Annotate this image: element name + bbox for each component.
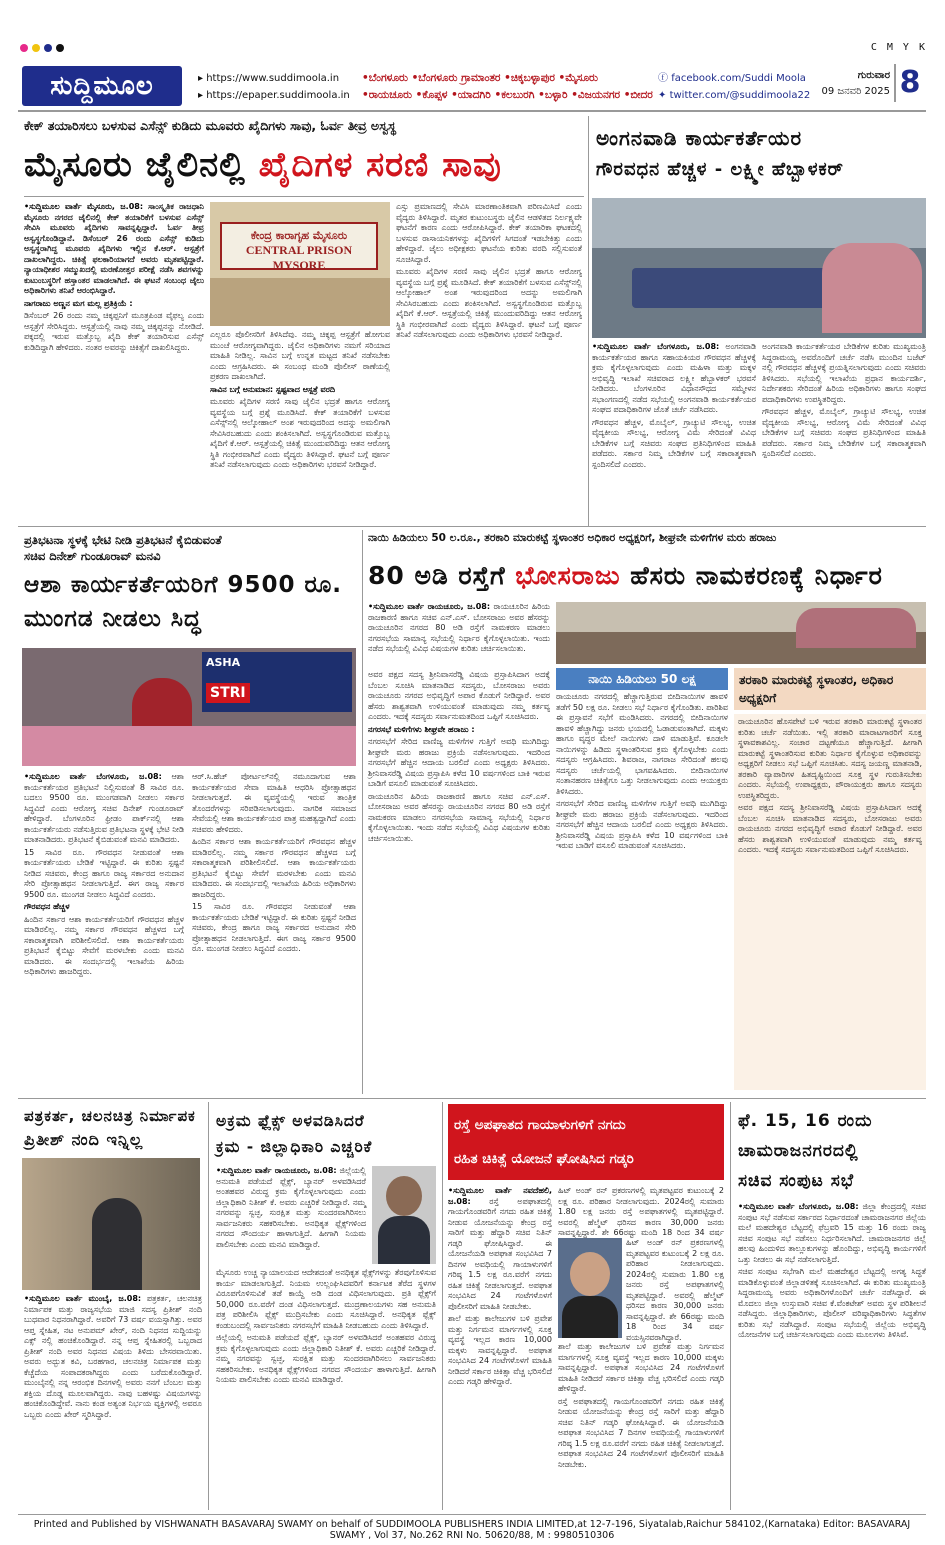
district-collector-photo <box>372 1166 436 1264</box>
story7-headline-line2: ರಹಿತ ಚಿಕಿತ್ಸೆ ಯೋಜನೆ ಘೋಷಿಸಿದ ಗಡ್ಕರಿ <box>454 1151 634 1167</box>
story5-headline[interactable] <box>24 1104 204 1152</box>
story7-headline[interactable] <box>448 1104 724 1180</box>
story1-col2 <box>210 330 390 518</box>
story6-headline[interactable] <box>216 1108 436 1160</box>
story3-body4: ಹಿಂದಿನ ಸರ್ಕಾರ ಆಶಾ ಕಾರ್ಯಕರ್ತೆಯರಿಗೆ ಗೌರವಧನ ಹೆಚ್ಚಳ ಮಾಡಿರಲಿಲ್ಲ. ನಮ್ಮ ಸರ್ಕಾರ ಗೌರವಧನ ಹೆಚ್ಚಳದ ಬಗ್ಗೆ ಸಕಾರಾತ್ಮಕವಾಗಿ ಪರಿಶೀಲಿಸಲಿದೆ. ಆಶಾ ಕಾರ್ಯಕರ್ತೆಯರು ಪ್ರತಿಭಟನೆ ಕೈಬಿಟ್ಟು ಸೇವೆಗೆ ಮರಳಬೇಕು ಎಂದು ಮನವಿ ಮಾಡಿದರು. ಈ ಸಂದರ್ಭದಲ್ಲಿ ಇಲಾಖೆಯ ಹಿರಿಯ ಅಧಿಕಾರಿಗಳು ಹಾಜರಿದ್ದರು. <box>192 837 356 899</box>
story3-body2-cont: 15 ಸಾವಿರ ರೂ. ಗೌರವಧನ ನೀಡುವಂತೆ ಆಶಾ ಕಾರ್ಯಕರ್ತೆಯರು ಬೇಡಿಕೆ ಇಟ್ಟಿದ್ದಾರೆ. ಈ ಕುರಿತು ಸ್ಪಷ್ಟನೆ ನೀಡಿದ ಸಚಿವರು, ಕೇಂದ್ರ ಹಾಗೂ ರಾಜ್ಯ ಸರ್ಕಾರದ ಅನುದಾನ ಸೇರಿ ಪ್ರೋತ್ಸಾಹಧನ ನೀಡಲಾಗುತ್ತಿದೆ. ಈಗ ರಾಜ್ಯ ಸರ್ಕಾರ 9500 ರೂ. ಮುಂಗಡ ನೀಡಲು ಸಿದ್ಧವಿದೆ ಎಂದರು. <box>192 902 356 953</box>
twitter-icon: ✦ <box>658 90 667 101</box>
story3-headline-line1: ಆಶಾ ಕಾರ್ಯಕರ್ತೆಯರಿಗೆ 9500 ರೂ. <box>24 572 343 598</box>
prison-sign-kannada: ಕೇಂದ್ರ ಕಾರಾಗೃಹ ಮೈಸೂರು <box>250 229 348 242</box>
weekday: ಗುರುವಾರ <box>857 70 890 81</box>
column-divider-b3 <box>730 1102 731 1510</box>
story2-col1 <box>592 342 756 520</box>
twitter-link[interactable]: ✦ twitter.com/@suddimoola22 <box>658 90 811 101</box>
stray-dogs-box-head: ನಾಯಿ ಹಿಡಿಯಲು 50 ಲಕ್ಷ <box>556 668 728 690</box>
story4-body1-cont: ರಾಯಚೂರಿನ ಹಿರಿಯ ರಾಜಕಾರಣಿ ಹಾಗೂ ಸಚಿವ ಎನ್.ಎಸ್. ಬೋಸರಾಜು ಅವರ ಹೆಸರನ್ನು ರಾಯಚೂರಿನ ನಗರದ 80 ಅಡಿ ರಸ್ತೆಗೆ ನಾಮಕರಣ ಮಾಡಲು ನಗರಸಭೆಯ ಸಾಮಾನ್ಯ ಸಭೆಯಲ್ಲಿ ನಿರ್ಧಾರ ಕೈಗೊಳ್ಳಲಾಯಿತು. ಇಂದು ನಡೆದ ಸಭೆಯಲ್ಲಿ ವಿವಿಧ ವಿಷಯಗಳ ಕುರಿತು ಚರ್ಚಿಸಲಾಯಿತು. <box>368 791 550 843</box>
date: 09 ಜನವರಿ 2025 <box>821 86 890 97</box>
story6-body1-cont: ಜಿಲ್ಲೆಯಲ್ಲಿ ಅನುಮತಿ ಪಡೆಯದೆ ಫ್ಲೆಕ್ಸ್, ಬ್ಯಾನರ್ ಅಳವಡಿಸಿದರೆ ಅಂತಹವರ ವಿರುದ್ಧ ಕ್ರಮ ಕೈಗೊಳ್ಳಲಾಗುವುದು ಎಂದು ಜಿಲ್ಲಾಧಿಕಾರಿ ನಿತೀಶ್ ಕೆ. ಅವರು ಎಚ್ಚರಿಕೆ ನೀಡಿದ್ದಾರೆ. ನಮ್ಮ ನಗರವನ್ನು ಸ್ವಚ್ಛ, ಸುರಕ್ಷಿತ ಮತ್ತು ಸುಂದರವಾಗಿರಿಸಲು ಸಾರ್ವಜನಿಕರು ಸಹಕರಿಸಬೇಕು. ಅನಧಿಕೃತ ಫ್ಲೆಕ್ಸ್‌ಗಳಿಂದ ನಗರದ ಸೌಂದರ್ಯ ಹಾಳಾಗುತ್ತಿದೆ. ಹೀಗಾಗಿ ನಿಯಮ ಪಾಲಿಸಬೇಕು ಎಂದು ಮನವಿ ಮಾಡಿದ್ದಾರೆ. <box>216 1333 436 1384</box>
story8-headline-line1: ಫೆ. 15, 16 ರಂದು <box>738 1111 873 1131</box>
social-links <box>658 70 810 104</box>
story7-body3-a: ಶಾಲೆ ಮತ್ತು ಕಾಲೇಜುಗಳ ಬಳಿ ಪ್ರವೇಶ ಮತ್ತು ನಿರ್ಗಮನ ಮಾರ್ಗಗಳಲ್ಲಿ ಸೂಕ್ತ ವ್ಯವಸ್ಥೆ ಇಲ್ಲದ ಕಾರಣ 10,000 ಮಕ್ಕಳು ಸಾವನ್ನಪ್ಪಿದ್ದಾರೆ. ಅಪಘಾತ ಸಂಭವಿಸಿದ 24 ಗಂಟೆಗಳೊಳಗೆ ಮಾಹಿತಿ ನೀಡಿದರೆ ಸರ್ಕಾರ ಚಿಕಿತ್ಸಾ ವೆಚ್ಚ ಭರಿಸಲಿದೆ ಎಂದು ಗಡ್ಕರಿ ಹೇಳಿದ್ದಾರೆ. <box>448 1314 552 1386</box>
story2-body2-cont: ಗೌರವಧನ ಹೆಚ್ಚಳ, ಮೊಬೈಲ್, ಗ್ರಾಚ್ಯುಟಿ ಸೌಲಭ್ಯ, ಉಚಿತ ವೈದ್ಯಕೀಯ ಸೌಲಭ್ಯ, ಆರೋಗ್ಯ ವಿಮೆ ಸೇರಿದಂತೆ ವಿವಿಧ ಬೇಡಿಕೆಗಳ ಬಗ್ಗೆ ಸಚಿವರು ಸಂಘದ ಪ್ರತಿನಿಧಿಗಳಿಂದ ಮಾಹಿತಿ ಪಡೆದರು. ಸರ್ಕಾರ ನಿಮ್ಮ ಬೇಡಿಕೆಗಳ ಬಗ್ಗೆ ಸಕಾರಾತ್ಮಕವಾಗಿ ಸ್ಪಂದಿಸಲಿದೆ ಎಂದರು. <box>762 407 926 458</box>
story4-byline: •ಸುದ್ದಿಮೂಲ ವಾರ್ತೆ ರಾಯಚೂರು, ಜ.08: <box>368 602 491 611</box>
council-meeting-photo <box>556 602 926 664</box>
story1-rule <box>24 196 584 197</box>
story3-col1 <box>24 772 184 1092</box>
story4-subhead: ನಗರಸಭೆ ಮಳಿಗೆಗಳು ಶೀಘ್ರವೇ ಹರಾಜು : <box>368 724 475 734</box>
column-divider-b2 <box>442 1102 443 1510</box>
story3-kicker-line2: ಸಚಿವ ದಿನೇಶ್ ಗುಂಡೂರಾವ್ ಮನವಿ <box>24 549 161 563</box>
story6-byline: •ಸುದ್ದಿಮೂಲ ವಾರ್ತೆ ರಾಯಚೂರು, ಜ.08: <box>216 1166 337 1175</box>
story2-body1: ಅಂಗನವಾಡಿ ಕಾರ್ಯಕರ್ತೆಯರ ಹಾಗೂ ಸಹಾಯಕಿಯರ ಗೌರವಧನ ಹೆಚ್ಚಳಕ್ಕೆ ಕ್ರಮ ಕೈಗೊಳ್ಳಲಾಗುವುದು ಎಂದು ಮಹಿಳಾ ಮತ್ತು ಮಕ್ಕಳ ಅಭಿವೃದ್ಧಿ ಇಲಾಖೆ ಸಚಿವರಾದ ಲಕ್ಷ್ಮೀ ಹೆಬ್ಬಾಳಕರ್ ಭರವಸೆ ನೀಡಿದರು. ಬೆಂಗಳೂರಿನ ವಿಧಾನಸೌಧದ ಸಮ್ಮೇಳನ ಸಭಾಂಗಣದಲ್ಲಿ ನಡೆದ ಸಭೆಯಲ್ಲಿ ಅಂಗನವಾಡಿ ಕಾರ್ಯಕರ್ತೆಯರ ಸಂಘದ ಪದಾಧಿಕಾರಿಗಳ ಜೊತೆ ಚರ್ಚೆ ನಡೆಸಿದರು. <box>592 342 756 414</box>
story3-byline: •ಸುದ್ದಿಮೂಲ ವಾರ್ತೆ ಬೆಂಗಳೂರು, ಜ.08: <box>24 772 162 781</box>
story8-body2: ಸಚಿವ ಸಂಪುಟ ಸಭೆಗಾಗಿ ಮಲೆ ಮಹದೇಶ್ವರ ಬೆಟ್ಟದಲ್ಲಿ ಅಗತ್ಯ ಸಿದ್ಧತೆ ಮಾಡಿಕೊಳ್ಳುವಂತೆ ಜಿಲ್ಲಾಡಳಿತಕ್ಕೆ ಸೂಚಿಸಲಾಗಿದೆ. ಈ ಕುರಿತು ಮುಖ್ಯಮಂತ್ರಿ ಸಿದ್ದರಾಮಯ್ಯ ಅವರು ಅಧಿಕಾರಿಗಳೊಂದಿಗೆ ಚರ್ಚೆ ನಡೆಸಿದ್ದಾರೆ. ಈ ಮೊದಲು ಜಿಲ್ಲಾ ಉಸ್ತುವಾರಿ ಸಚಿವ ಕೆ.ವೆಂಕಟೇಶ್ ಅವರು ಸ್ಥಳ ಪರಿಶೀಲನೆ ನಡೆಸಿದ್ದರು. ಜಿಲ್ಲಾಧಿಕಾರಿಗಳು, ಪೊಲೀಸ್ ವರಿಷ್ಠಾಧಿಕಾರಿಗಳು ಸಿದ್ಧತೆಗಳ ಕುರಿತು ಸಭೆ ನಡೆಸಿದ್ದಾರೆ. ಸಂಪುಟ ಸಭೆಯಲ್ಲಿ ಜಿಲ್ಲೆಯ ಅಭಿವೃದ್ಧಿ ಯೋಜನೆಗಳ ಬಗ್ಗೆ ಚರ್ಚಿಸಲಾಗುವುದು ಎಂದು ಮೂಲಗಳು ತಿಳಿಸಿವೆ. <box>738 1267 926 1339</box>
story7-byline: •ಸುದ್ದಿಮೂಲ ವಾರ್ತೆ ನವದೆಹಲಿ, ಜ.08: <box>448 1186 552 1206</box>
prison-sign-english: CENTRAL PRISON MYSORE <box>245 243 353 272</box>
story3-kicker-line1: ಪ್ರತಿಭಟನಾ ಸ್ಥಳಕ್ಕೆ ಭೇಟಿ ನೀಡಿ ಪ್ರತಿಭಟನೆ ಕೈಬಿಡುವಂತೆ <box>24 533 222 547</box>
story1-byline: •ಸುದ್ದಿಮೂಲ ವಾರ್ತೆ ಮೈಸೂರು, ಜ.08: <box>24 202 144 211</box>
meeting-photo <box>592 198 926 338</box>
story8-byline: •ಸುದ್ದಿಮೂಲ ವಾರ್ತೆ ಬೆಂಗಳೂರು, ಜ.08: <box>738 1202 859 1211</box>
story2-headline[interactable] <box>596 122 926 186</box>
face <box>386 1176 422 1216</box>
magenta-dot <box>20 44 28 52</box>
black-dot <box>56 44 64 52</box>
story3-kicker <box>24 532 354 564</box>
story1-col1 <box>24 202 204 518</box>
suit <box>378 1216 430 1264</box>
stray-dogs-box <box>556 692 728 1090</box>
story6-body <box>216 1268 436 1508</box>
story8-body1: ಜಿಲ್ಲಾ ಕೇಂದ್ರದಲ್ಲಿ ಸಚಿವ ಸಂಪುಟ ಸಭೆ ನಡೆಸುವ ಸರ್ಕಾರದ ನಿರ್ಧಾರದಂತೆ ಚಾಮರಾಜನಗರ ಜಿಲ್ಲೆಯ ಮಲೆ ಮಹದೇಶ್ವರ ಬೆಟ್ಟದಲ್ಲಿ ಫೆಬ್ರವರಿ 15 ಮತ್ತು 16 ರಂದು ರಾಜ್ಯ ಸಚಿವ ಸಂಪುಟ ಸಭೆ ನಡೆಸಲು ನಿರ್ಧರಿಸಲಾಗಿದೆ. ಚಾಮರಾಜನಗರ ಜಿಲ್ಲೆ ಹಲವು ಹಿಂದುಳಿದ ತಾಲ್ಲೂಕುಗಳನ್ನು ಹೊಂದಿದ್ದು, ಅಭಿವೃದ್ಧಿ ಕಾರ್ಯಗಳಿಗೆ ಒತ್ತು ನೀಡಲು ಈ ಸಭೆ ನಡೆಸಲಾಗುತ್ತಿದೆ. <box>738 1202 927 1264</box>
story3-headline[interactable] <box>24 568 354 636</box>
story3-headline-line2: ಮುಂಗಡ ನೀಡಲು ಸಿದ್ಧ <box>24 606 202 632</box>
blue-dot <box>44 44 52 52</box>
imprint-footer: Printed and Published by VISHWANATH BASAVARAJ SWAMY on behalf of SUDDIMOOLA PUBLISHERS INDIA LIMITED,at 12-7-196, Siyatalab,Raichur 584102,(Karnataka) Editor: BASAVARAJ SWAMY , Vol 37, No.262 RNI No. 50620/88, M : 9980510306 <box>18 1514 926 1541</box>
story3-body2: 15 ಸಾವಿರ ರೂ. ಗೌರವಧನ ನೀಡುವಂತೆ ಆಶಾ ಕಾರ್ಯಕರ್ತೆಯರು ಬೇಡಿಕೆ ಇಟ್ಟಿದ್ದಾರೆ. ಈ ಕುರಿತು ಸ್ಪಷ್ಟನೆ ನೀಡಿದ ಸಚಿವರು, ಕೇಂದ್ರ ಹಾಗೂ ರಾಜ್ಯ ಸರ್ಕಾರದ ಅನುದಾನ ಸೇರಿ ಪ್ರೋತ್ಸಾಹಧನ ನೀಡಲಾಗುತ್ತಿದೆ. ಈಗ ರಾಜ್ಯ ಸರ್ಕಾರ 9500 ರೂ. ಮುಂಗಡ ನೀಡಲು ಸಿದ್ಧವಿದೆ ಎಂದರು. <box>24 847 184 899</box>
story1-lead: ಸಾಂಸ್ಕೃತಿಕ ರಾಜಧಾನಿ ಮೈಸೂರು ನಗರದ ಜೈಲಿನಲ್ಲಿ ಕೇಕ್ ತಯಾರಿಕೆಗೆ ಬಳಸುವ ಎಸೆನ್ಸ್ ಸೇವಿಸಿ ಮೂವರು ಖೈದಿಗಳು ಸಾವನ್ನಪ್ಪಿದ್ದಾರೆ. ಓರ್ವ ತೀವ್ರ ಅಸ್ವಸ್ಥಗೊಂಡಿದ್ದಾನೆ. ಡಿಸೆಂಬರ್ 26 ರಂದು ಎಸೆನ್ಸ್ ಕುಡಿದು ಅಸ್ವಸ್ಥರಾಗಿದ್ದ ಮೂವರು ಖೈದಿಗಳು ಇಲ್ಲಿನ ಕೆ.ಆರ್. ಆಸ್ಪತ್ರೆಗೆ ದಾಖಲಾಗಿದ್ದರು. ಚಿಕಿತ್ಸೆ ಫಲಕಾರಿಯಾಗದೆ ಅವರು ಮೃತಪಟ್ಟಿದ್ದಾರೆ. ನ್ಯಾಯಾಧೀಶರ ಸಮ್ಮುಖದಲ್ಲಿ ಮರಣೋತ್ತರ ಪರೀಕ್ಷೆ ನಡೆಸಿ ಶವಗಳನ್ನು ಕುಟುಂಬಸ್ಥರಿಗೆ ಹಸ್ತಾಂತರ ಮಾಡಲಾಗಿದೆ. ಈ ಘಟನೆ ಸಂಬಂಧ ಜೈಲು ಅಧಿಕಾರಿಗಳು ತನಿಖೆ ಆರಂಭಿಸಿದ್ದಾರೆ. <box>24 202 205 295</box>
stray-dogs-body-cont: ನಗರಸಭೆಗೆ ಸೇರಿದ ವಾಣಿಜ್ಯ ಮಳಿಗೆಗಳ ಗುತ್ತಿಗೆ ಅವಧಿ ಮುಗಿದಿದ್ದು ಶೀಘ್ರವೇ ಮರು ಹರಾಜು ಪ್ರಕ್ರಿಯೆ ನಡೆಸಲಾಗುವುದು. ಇದರಿಂದ ನಗರಸಭೆಗೆ ಹೆಚ್ಚಿನ ಆದಾಯ ಬರಲಿದೆ ಎಂದು ಅಧ್ಯಕ್ಷರು ತಿಳಿಸಿದರು. ಶ್ರೀನಿವಾಸರೆಡ್ಡಿ ವಿಷಯ ಪ್ರಸ್ತಾಪಿಸಿ ಕಳೆದ 10 ವರ್ಷಗಳಿಂದ ಬಾಕಿ ಇರುವ ಬಾಡಿಗೆ ವಸೂಲಿ ಮಾಡುವಂತೆ ಸೂಚಿಸಿದರು. <box>556 799 728 850</box>
story7-body1: ರಸ್ತೆ ಅಪಘಾತದಲ್ಲಿ ಗಾಯಗೊಂಡವರಿಗೆ ನಗದು ರಹಿತ ಚಿಕಿತ್ಸೆ ನೀಡುವ ಯೋಜನೆಯನ್ನು ಕೇಂದ್ರ ರಸ್ತೆ ಸಾರಿಗೆ ಮತ್ತು ಹೆದ್ದಾರಿ ಸಚಿವ ನಿತಿನ್ ಗಡ್ಕರಿ ಘೋಷಿಸಿದ್ದಾರೆ. ಈ ಯೋಜನೆಯಡಿ ಅಪಘಾತ ಸಂಭವಿಸಿದ 7 ದಿನಗಳ ಅವಧಿಯಲ್ಲಿ ಗಾಯಾಳುಗಳಿಗೆ ಗರಿಷ್ಠ 1.5 ಲಕ್ಷ ರೂ.ವರೆಗೆ ನಗದು ರಹಿತ ಚಿಕಿತ್ಸೆ ನೀಡಲಾಗುತ್ತದೆ. ಅಪಘಾತ ಸಂಭವಿಸಿದ 24 ಗಂಟೆಗಳೊಳಗೆ ಪೊಲೀಸರಿಗೆ ಮಾಹಿತಿ ನೀಡಬೇಕು. <box>448 1196 552 1311</box>
story1-headline-part2: ಖೈದಿಗಳ ಸರಣಿ ಸಾವು <box>258 145 502 185</box>
story6-body1: ಜಿಲ್ಲೆಯಲ್ಲಿ ಅನುಮತಿ ಪಡೆಯದೆ ಫ್ಲೆಕ್ಸ್, ಬ್ಯಾನರ್ ಅಳವಡಿಸಿದರೆ ಅಂತಹವರ ವಿರುದ್ಧ ಕ್ರಮ ಕೈಗೊಳ್ಳಲಾಗುವುದು ಎಂದು ಜಿಲ್ಲಾಧಿಕಾರಿ ನಿತೀಶ್ ಕೆ. ಅವರು ಎಚ್ಚರಿಕೆ ನೀಡಿದ್ದಾರೆ. ನಮ್ಮ ನಗರವನ್ನು ಸ್ವಚ್ಛ, ಸುರಕ್ಷಿತ ಮತ್ತು ಸುಂದರವಾಗಿರಿಸಲು ಸಾರ್ವಜನಿಕರು ಸಹಕರಿಸಬೇಕು. ಅನಧಿಕೃತ ಫ್ಲೆಕ್ಸ್‌ಗಳಿಂದ ನಗರದ ಸೌಂದರ್ಯ ಹಾಳಾಗುತ್ತಿದೆ. ಹೀಗಾಗಿ ನಿಯಮ ಪಾಲಿಸಬೇಕು ಎಂದು ಮನವಿ ಮಾಡಿದ್ದಾರೆ. <box>216 1166 366 1249</box>
story1-body5: ಮೂವರು ಖೈದಿಗಳ ಸರಣಿ ಸಾವು ಜೈಲಿನ ಭದ್ರತೆ ಹಾಗೂ ಆರೋಗ್ಯ ವ್ಯವಸ್ಥೆಯ ಬಗ್ಗೆ ಪ್ರಶ್ನೆ ಮೂಡಿಸಿದೆ. ಕೇಕ್ ತಯಾರಿಕೆಗೆ ಬಳಸುವ ಎಸೆನ್ಸ್‌ನಲ್ಲಿ ಆಲ್ಕೋಹಾಲ್ ಅಂಶ ಇರುವುದರಿಂದ ಅದನ್ನು ಅಮಲಿಗಾಗಿ ಸೇವಿಸಿರಬಹುದು ಎಂದು ಶಂಕಿಸಲಾಗಿದೆ. ಅಸ್ವಸ್ಥಗೊಂಡಿರುವ ಮತ್ತೊಬ್ಬ ಖೈದಿಗೆ ಕೆ.ಆರ್. ಆಸ್ಪತ್ರೆಯಲ್ಲಿ ಚಿಕಿತ್ಸೆ ಮುಂದುವರಿದಿದ್ದು ಆತನ ಆರೋಗ್ಯ ಸ್ಥಿತಿ ಗಂಭೀರವಾಗಿದೆ ಎಂದು ವೈದ್ಯರು ತಿಳಿಸಿದ್ದಾರೆ. ಘಟನೆ ಬಗ್ಗೆ ಪೂರ್ಣ ತನಿಖೆ ನಡೆಸಲಾಗುವುದು ಎಂದು ಅಧಿಕಾರಿಗಳು ಭರವಸೆ ನೀಡಿದ್ದಾರೆ. <box>210 397 390 469</box>
story7-headline-line1: ರಸ್ತೆ ಅಪಘಾತದ ಗಾಯಾಳುಗಳಿಗೆ ನಗದು <box>454 1117 626 1133</box>
yellow-dot <box>32 44 40 52</box>
story3-body4-a: ಹಿಂದಿನ ಸರ್ಕಾರ ಆಶಾ ಕಾರ್ಯಕರ್ತೆಯರಿಗೆ ಗೌರವಧನ ಹೆಚ್ಚಳ ಮಾಡಿರಲಿಲ್ಲ. ನಮ್ಮ ಸರ್ಕಾರ ಗೌರವಧನ ಹೆಚ್ಚಳದ ಬಗ್ಗೆ ಸಕಾರಾತ್ಮಕವಾಗಿ ಪರಿಶೀಲಿಸಲಿದೆ. ಆಶಾ ಕಾರ್ಯಕರ್ತೆಯರು ಪ್ರತಿಭಟನೆ ಕೈಬಿಟ್ಟು ಸೇವೆಗೆ ಮರಳಬೇಕು ಎಂದು ಮನವಿ ಮಾಡಿದರು. ಈ ಸಂದರ್ಭದಲ್ಲಿ ಇಲಾಖೆಯ ಹಿರಿಯ ಅಧಿಕಾರಿಗಳು ಹಾಜರಿದ್ದರು. <box>24 914 184 976</box>
story3-body3: ಆರ್.ಸಿ.ಹೆಚ್ ಪೋರ್ಟಲ್‌ನಲ್ಲಿ ನಮೂದಾಗುವ ಆಶಾ ಕಾರ್ಯಕರ್ತೆಯರ ಸೇವಾ ಮಾಹಿತಿ ಆಧರಿಸಿ ಪ್ರೋತ್ಸಾಹಧನ ನೀಡಲಾಗುತ್ತದೆ. ಈ ವ್ಯವಸ್ಥೆಯಲ್ಲಿ ಇರುವ ತಾಂತ್ರಿಕ ತೊಂದರೆಗಳನ್ನು ಸರಿಪಡಿಸಲಾಗುವುದು. ನಾಗರಿಕ ಸಮಾಜದ ಸೇವೆಯಲ್ಲಿ ಆಶಾ ಕಾರ್ಯಕರ್ತೆಯರ ಪಾತ್ರ ಮಹತ್ವದ್ದಾಗಿದೆ ಎಂದು ಸಚಿವರು ಹೇಳಿದರು. <box>192 772 356 834</box>
story1-subhead1: ನಾಗರಾಜು ಅಣ್ಣನ ಮಗ ಮಲ್ಲ ಪ್ರತಿಕ್ರಿಯೆ : <box>24 298 133 308</box>
story4-headline-part1: 80 ಅಡಿ ರಸ್ತೆಗೆ <box>368 561 516 590</box>
facebook-icon: ⓕ <box>658 73 668 84</box>
story8-headline-line3: ಸಚಿವ ಸಂಪುಟ ಸಭೆ <box>738 1171 855 1191</box>
story7-body2-b: ಹಿಟ್ ಅಂಡ್ ರನ್ ಪ್ರಕರಣಗಳಲ್ಲಿ ಮೃತಪಟ್ಟವರ ಕುಟುಂಬಕ್ಕೆ 2 ಲಕ್ಷ ರೂ. ಪರಿಹಾರ ನೀಡಲಾಗುವುದು. 2024ರಲ್ಲಿ ಸುಮಾರು 1.80 ಲಕ್ಷ ಜನರು ರಸ್ತೆ ಅಪಘಾತಗಳಲ್ಲಿ ಮೃತಪಟ್ಟಿದ್ದಾರೆ. ಅವರಲ್ಲಿ ಹೆಲ್ಮೆಟ್ ಧರಿಸದ ಕಾರಣ 30,000 ಜನರು ಸಾವನ್ನಪ್ಪಿದ್ದಾರೆ. ಶೇ 66ರಷ್ಟು ಮಂದಿ 18 ರಿಂದ 34 ವರ್ಷ ವಯಸ್ಸಿನವರಾಗಿದ್ದಾರೆ. <box>626 1238 724 1342</box>
story6-body2: ಮೈಸೂರು ಉಚ್ಚ ನ್ಯಾಯಾಲಯದ ಆದೇಶದಂತೆ ಅನಧಿಕೃತ ಫ್ಲೆಕ್ಸ್‌ಗಳನ್ನು ತೆರವುಗೊಳಿಸುವ ಕಾರ್ಯ ಮಾಡಲಾಗುತ್ತಿದೆ. ನಿಯಮ ಉಲ್ಲಂಘಿಸಿದವರಿಗೆ ಕರ್ನಾಟಕ ತೆರೆದ ಸ್ಥಳಗಳ ವಿರೂಪಗೊಳಿಸುವಿಕೆ ತಡೆ ಕಾಯ್ದೆ ಅಡಿ ದಂಡ ವಿಧಿಸಲಾಗುವುದು. ಪ್ರತಿ ಫ್ಲೆಕ್ಸ್‌ಗೆ 50,000 ರೂ.ವರೆಗೆ ದಂಡ ವಿಧಿಸಲಾಗುತ್ತದೆ. ಮುದ್ರಣಾಲಯಗಳು ಸಹ ಅನುಮತಿ ಪತ್ರ ಪರಿಶೀಲಿಸಿ ಫ್ಲೆಕ್ಸ್ ಮುದ್ರಿಸಬೇಕು ಎಂದು ಸೂಚಿಸಿದ್ದಾರೆ. ಅನಧಿಕೃತ ಫ್ಲೆಕ್ಸ್ ಕಂಡುಬಂದಲ್ಲಿ ಸಾರ್ವಜನಿಕರು ನಗರಸಭೆಗೆ ಮಾಹಿತಿ ನೀಡಬಹುದು ಎಂದು ತಿಳಿಸಿದ್ದಾರೆ. <box>216 1268 436 1330</box>
story7-col1 <box>448 1186 552 1508</box>
story6-col-top <box>216 1166 366 1266</box>
story5-headline-line2: ಪ್ರಿತೀಶ್ ನಂದಿ ಇನ್ನಿಲ್ಲ <box>24 1130 144 1149</box>
story7-col2-top <box>558 1186 724 1236</box>
market-body-cont: ಅವರ ಪಕ್ಷದ ಸದಸ್ಯ ಶ್ರೀನಿವಾಸರೆಡ್ಡಿ ವಿಷಯ ಪ್ರಸ್ತಾಪಿಸಿದಾಗ ಅದಕ್ಕೆ ಬೆಂಬಲ ಸೂಚಿಸಿ ಮಾತನಾಡಿದ ಸದಸ್ಯರು, ಬೋಸರಾಜು ಅವರು ರಾಯಚೂರು ನಗರದ ಅಭಿವೃದ್ಧಿಗೆ ಅಪಾರ ಕೊಡುಗೆ ನೀಡಿದ್ದಾರೆ. ಅವರ ಹೆಸರು ಶಾಶ್ವತವಾಗಿ ಉಳಿಯುವಂತೆ ಮಾಡುವುದು ನಮ್ಮ ಕರ್ತವ್ಯ ಎಂದರು. ಇದಕ್ಕೆ ಸದಸ್ಯರು ಸರ್ವಾನುಮತದಿಂದ ಒಪ್ಪಿಗೆ ಸೂಚಿಸಿದರು. <box>738 803 922 854</box>
story4-body2: ಅವರ ಪಕ್ಷದ ಸದಸ್ಯ ಶ್ರೀನಿವಾಸರೆಡ್ಡಿ ವಿಷಯ ಪ್ರಸ್ತಾಪಿಸಿದಾಗ ಅದಕ್ಕೆ ಬೆಂಬಲ ಸೂಚಿಸಿ ಮಾತನಾಡಿದ ಸದಸ್ಯರು, ಬೋಸರಾಜು ಅವರು ರಾಯಚೂರು ನಗರದ ಅಭಿವೃದ್ಧಿಗೆ ಅಪಾರ ಕೊಡುಗೆ ನೀಡಿದ್ದಾರೆ. ಅವರ ಹೆಸರು ಶಾಶ್ವತವಾಗಿ ಉಳಿಯುವಂತೆ ಮಾಡುವುದು ನಮ್ಮ ಕರ್ತವ್ಯ ಎಂದರು. ಇದಕ್ಕೆ ಸದಸ್ಯರು ಸರ್ವಾನುಮತದಿಂದ ಒಪ್ಪಿಗೆ ಸೂಚಿಸಿದರು. <box>368 670 550 721</box>
market-sidebar-head: ತರಕಾರಿ ಮಾರುಕಟ್ಟೆ ಸ್ಥಳಾಂತರ, ಅಧಿಕಾರ ಅಧ್ಯಕ್ಷರಿಗೆ <box>734 668 926 710</box>
story2-body3: ಅಂಗನವಾಡಿ ಕಾರ್ಯಕರ್ತೆಯರ ಬೇಡಿಕೆಗಳ ಕುರಿತು ಮುಖ್ಯಮಂತ್ರಿ ಸಿದ್ದರಾಮಯ್ಯ ಅವರೊಂದಿಗೆ ಚರ್ಚೆ ನಡೆಸಿ ಮುಂದಿನ ಬಜೆಟ್ ನಲ್ಲಿ ಗೌರವಧನ ಹೆಚ್ಚಳಕ್ಕೆ ಪ್ರಯತ್ನಿಸಲಾಗುವುದು ಎಂದು ಸಚಿವರು ತಿಳಿಸಿದರು. ಸಭೆಯಲ್ಲಿ ಇಲಾಖೆಯ ಪ್ರಧಾನ ಕಾರ್ಯದರ್ಶಿ, ನಿರ್ದೇಶಕರು ಸೇರಿದಂತೆ ಹಿರಿಯ ಅಧಿಕಾರಿಗಳು ಹಾಗೂ ಸಂಘದ ಪದಾಧಿಕಾರಿಗಳು ಉಪಸ್ಥಿತರಿದ್ದರು. <box>762 342 926 404</box>
column-divider-mid <box>362 530 363 1094</box>
story1-subhead2: ಸಾವಿನ ಬಗ್ಗೆ ಅನುಮಾನ: ಸ್ಪಷ್ಟವಾದ ಆಸ್ಪತ್ರೆ ವರದಿ <box>210 384 336 394</box>
story7-col2-bottom <box>558 1342 724 1508</box>
story1-body3: ಎಲ್ಲರೂ ಪೊಲೀಸರಿಗೆ ತಿಳಿಸಿದೆವು. ನಮ್ಮ ಚಿಕ್ಕಪ್ಪ ಆಸ್ಪತ್ರೆಗೆ ಹೋಗುವ ಮುಂಚೆ ಆರೋಗ್ಯವಾಗಿದ್ದರು. ಜೈಲಿನ ಅಧಿಕಾರಿಗಳು ನಮಗೆ ಸರಿಯಾದ ಮಾಹಿತಿ ನೀಡಿಲ್ಲ. ಸಾವಿನ ಬಗ್ಗೆ ಉನ್ನತ ಮಟ್ಟದ ತನಿಖೆ ನಡೆಸಬೇಕು ಎಂದು ಆಗ್ರಹಿಸಿದರು. ಈ ಸಂಬಂಧ ಮಂಡಿ ಪೊಲೀಸ್ ಠಾಣೆಯಲ್ಲಿ ಪ್ರಕರಣ ದಾಖಲಾಗಿದೆ. <box>210 330 390 381</box>
issue-date <box>812 68 890 100</box>
story2-headline-line2: ಗೌರವಧನ ಹೆಚ್ಚಳ - ಲಕ್ಷ್ಮೀ ಹೆಬ್ಬಾಳಕರ್ <box>596 159 844 180</box>
website-link[interactable]: ▸ https://www.suddimoola.in <box>198 73 340 84</box>
story2-body2: ಗೌರವಧನ ಹೆಚ್ಚಳ, ಮೊಬೈಲ್, ಗ್ರಾಚ್ಯುಟಿ ಸೌಲಭ್ಯ, ಉಚಿತ ವೈದ್ಯಕೀಯ ಸೌಲಭ್ಯ, ಆರೋಗ್ಯ ವಿಮೆ ಸೇರಿದಂತೆ ವಿವಿಧ ಬೇಡಿಕೆಗಳ ಬಗ್ಗೆ ಸಚಿವರು ಸಂಘದ ಪ್ರತಿನಿಧಿಗಳಿಂದ ಮಾಹಿತಿ ಪಡೆದರು. ಸರ್ಕಾರ ನಿಮ್ಮ ಬೇಡಿಕೆಗಳ ಬಗ್ಗೆ ಸಕಾರಾತ್ಮಕವಾಗಿ ಸ್ಪಂದಿಸಲಿದೆ ಎಂದರು. <box>592 417 756 469</box>
story6-headline-line2: ಕ್ರಮ - ಜಿಲ್ಲಾಧಿಕಾರಿ ಎಚ್ಚರಿಕೆ <box>216 1138 373 1156</box>
story7-body2-a: ಹಿಟ್ ಅಂಡ್ ರನ್ ಪ್ರಕರಣಗಳಲ್ಲಿ ಮೃತಪಟ್ಟವರ ಕುಟುಂಬಕ್ಕೆ 2 ಲಕ್ಷ ರೂ. ಪರಿಹಾರ ನೀಡಲಾಗುವುದು. 2024ರಲ್ಲಿ ಸುಮಾರು 1.80 ಲಕ್ಷ ಜನರು ರಸ್ತೆ ಅಪಘಾತಗಳಲ್ಲಿ ಮೃತಪಟ್ಟಿದ್ದಾರೆ. ಅವರಲ್ಲಿ ಹೆಲ್ಮೆಟ್ ಧರಿಸದ ಕಾರಣ 30,000 ಜನರು ಸಾವನ್ನಪ್ಪಿದ್ದಾರೆ. ಶೇ 66ರಷ್ಟು ಮಂದಿ 18 ರಿಂದ 34 ವರ್ಷ <box>558 1186 724 1237</box>
story6-headline-line1: ಅಕ್ರಮ ಫ್ಲೆಕ್ಸ್ ಅಳವಡಿಸಿದರೆ <box>216 1112 365 1130</box>
prison-photo <box>210 202 390 326</box>
story4-body1: ರಾಯಚೂರಿನ ಹಿರಿಯ ರಾಜಕಾರಣಿ ಹಾಗೂ ಸಚಿವ ಎನ್.ಎಸ್. ಬೋಸರಾಜು ಅವರ ಹೆಸರನ್ನು ರಾಯಚೂರಿನ ನಗರದ 80 ಅಡಿ ರಸ್ತೆಗೆ ನಾಮಕರಣ ಮಾಡಲು ನಗರಸಭೆಯ ಸಾಮಾನ್ಯ ಸಭೆಯಲ್ಲಿ ನಿರ್ಧಾರ ಕೈಗೊಳ್ಳಲಾಯಿತು. ಇಂದು ನಡೆದ ಸಭೆಯಲ್ಲಿ ವಿವಿಧ ವಿಷಯಗಳ ಕುರಿತು ಚರ್ಚಿಸಲಾಯಿತು. <box>368 602 550 653</box>
story1-headline-part1: ಮೈಸೂರು ಜೈಲಿನಲ್ಲಿ <box>24 145 259 185</box>
story1-body4: ಎಸ್ಸು ಪ್ರಮಾಣದಲ್ಲಿ ಸೇವಿಸಿ ಮಾರಣಾಂತಿಕವಾಗಿ ಪರಿಣಮಿಸಿದೆ ಎಂದು ವೈದ್ಯರು ತಿಳಿಸಿದ್ದಾರೆ. ಮೃತರ ಕುಟುಂಬಸ್ಥರು ಜೈಲಿನ ಆಡಳಿತದ ನಿರ್ಲಕ್ಷ್ಯವೇ ಘಟನೆಗೆ ಕಾರಣ ಎಂದು ಆರೋಪಿಸಿದ್ದಾರೆ. ಕೇಕ್ ತಯಾರಿಕಾ ಘಟಕದಲ್ಲಿ ಬಳಸುವ ರಾಸಾಯನಿಕಗಳನ್ನು ಖೈದಿಗಳಿಗೆ ಸಿಗದಂತೆ ಇಡಬೇಕಿತ್ತು ಎಂದು ಹೇಳಿದ್ದಾರೆ. ಜೈಲು ಅಧೀಕ್ಷಕರು ಘಟನೆಯ ಕುರಿತು ವರದಿ ಸಲ್ಲಿಸುವಂತೆ ಸೂಚಿಸಿದ್ದಾರೆ. <box>396 202 582 264</box>
masthead-rule <box>18 110 926 112</box>
website-links <box>198 70 350 104</box>
protest-banner <box>202 652 352 712</box>
story4-kicker: ನಾಯಿ ಹಿಡಿಯಲು 50 ಲ.ರೂ., ತರಕಾರಿ ಮಾರುಕಟ್ಟೆ ಸ್ಥಳಾಂತರ ಅಧಿಕಾರ ಅಧ್ಯಕ್ಷರಿಗೆ, ಶೀಘ್ರವೇ ಮಳಿಗೆಗಳ ಮರು ಹರಾಜು <box>368 532 777 544</box>
story7-body1-cont: ರಸ್ತೆ ಅಪಘಾತದಲ್ಲಿ ಗಾಯಗೊಂಡವರಿಗೆ ನಗದು ರಹಿತ ಚಿಕಿತ್ಸೆ ನೀಡುವ ಯೋಜನೆಯನ್ನು ಕೇಂದ್ರ ರಸ್ತೆ ಸಾರಿಗೆ ಮತ್ತು ಹೆದ್ದಾರಿ ಸಚಿವ ನಿತಿನ್ ಗಡ್ಕರಿ ಘೋಷಿಸಿದ್ದಾರೆ. ಈ ಯೋಜನೆಯಡಿ ಅಪಘಾತ ಸಂಭವಿಸಿದ 7 ದಿನಗಳ ಅವಧಿಯಲ್ಲಿ ಗಾಯಾಳುಗಳಿಗೆ ಗರಿಷ್ಠ 1.5 ಲಕ್ಷ ರೂ.ವರೆಗೆ ನಗದು ರಹಿತ ಚಿಕಿತ್ಸೆ ನೀಡಲಾಗುತ್ತದೆ. ಅಪಘಾತ ಸಂಭವಿಸಿದ 24 ಗಂಟೆಗಳೊಳಗೆ ಪೊಲೀಸರಿಗೆ ಮಾಹಿತಿ ನೀಡಬೇಕು. <box>558 1396 724 1469</box>
story8-headline[interactable] <box>738 1106 928 1196</box>
story2-col2 <box>762 342 926 520</box>
council-members <box>796 608 916 648</box>
gadkari-photo <box>558 1238 622 1338</box>
story8-body <box>738 1202 926 1508</box>
story2-byline: •ಸುದ್ದಿಮೂಲ ವಾರ್ತೆ ಬೆಂಗಳೂರು, ಜ.08: <box>592 342 720 351</box>
story4-col1b <box>368 670 550 1090</box>
story1-headline[interactable] <box>24 140 584 190</box>
column-divider-b1 <box>208 1102 209 1510</box>
story5-byline: •ಸುದ್ದಿಮೂಲ ವಾರ್ತೆ ಮುಂಬೈ, ಜ.08: <box>24 1294 142 1303</box>
prison-wall <box>210 278 390 326</box>
page-number: 8 <box>894 64 924 102</box>
market-sidebar-body <box>734 714 926 1090</box>
story4-body3: ನಗರಸಭೆಗೆ ಸೇರಿದ ವಾಣಿಜ್ಯ ಮಳಿಗೆಗಳ ಗುತ್ತಿಗೆ ಅವಧಿ ಮುಗಿದಿದ್ದು ಶೀಘ್ರವೇ ಮರು ಹರಾಜು ಪ್ರಕ್ರಿಯೆ ನಡೆಸಲಾಗುವುದು. ಇದರಿಂದ ನಗರಸಭೆಗೆ ಹೆಚ್ಚಿನ ಆದಾಯ ಬರಲಿದೆ ಎಂದು ಅಧ್ಯಕ್ಷರು ತಿಳಿಸಿದರು. ಶ್ರೀನಿವಾಸರೆಡ್ಡಿ ವಿಷಯ ಪ್ರಸ್ತಾಪಿಸಿ ಕಳೆದ 10 ವರ್ಷಗಳಿಂದ ಬಾಕಿ ಇರುವ ಬಾಡಿಗೆ ವಸೂಲಿ ಮಾಡುವಂತೆ ಸೂಚಿಸಿದರು. <box>368 737 550 788</box>
jacket <box>562 1296 618 1338</box>
story1-body5-cont: ಮೂವರು ಖೈದಿಗಳ ಸರಣಿ ಸಾವು ಜೈಲಿನ ಭದ್ರತೆ ಹಾಗೂ ಆರೋಗ್ಯ ವ್ಯವಸ್ಥೆಯ ಬಗ್ಗೆ ಪ್ರಶ್ನೆ ಮೂಡಿಸಿದೆ. ಕೇಕ್ ತಯಾರಿಕೆಗೆ ಬಳಸುವ ಎಸೆನ್ಸ್‌ನಲ್ಲಿ ಆಲ್ಕೋಹಾಲ್ ಅಂಶ ಇರುವುದರಿಂದ ಅದನ್ನು ಅಮಲಿಗಾಗಿ ಸೇವಿಸಿರಬಹುದು ಎಂದು ಶಂಕಿಸಲಾಗಿದೆ. ಅಸ್ವಸ್ಥಗೊಂಡಿರುವ ಮತ್ತೊಬ್ಬ ಖೈದಿಗೆ ಕೆ.ಆರ್. ಆಸ್ಪತ್ರೆಯಲ್ಲಿ ಚಿಕಿತ್ಸೆ ಮುಂದುವರಿದಿದ್ದು ಆತನ ಆರೋಗ್ಯ ಸ್ಥಿತಿ ಗಂಭೀರವಾಗಿದೆ ಎಂದು ವೈದ್ಯರು ತಿಳಿಸಿದ್ದಾರೆ. ಘಟನೆ ಬಗ್ಗೆ ಪೂರ್ಣ ತನಿಖೆ ನಡೆಸಲಾಗುವುದು ಎಂದು ಅಧಿಕಾರಿಗಳು ಭರವಸೆ ನೀಡಿದ್ದಾರೆ. <box>396 267 582 339</box>
district-nav-row1[interactable]: •ಬೆಂಗಳೂರು •ಬೆಂಗಳೂರು ಗ್ರಾಮಾಂತರ •ಚಿಕ್ಕಬಳ್ಳಾಪುರ •ಮೈಸೂರು <box>362 72 598 84</box>
column-divider-top <box>588 116 589 526</box>
story8-headline-line2: ಚಾಮರಾಜನಗರದಲ್ಲಿ <box>738 1141 859 1161</box>
story4-headline[interactable] <box>368 554 928 598</box>
story3-body1: ಆಶಾ ಕಾರ್ಯಕರ್ತೆಯರ ಪ್ರತಿಭಟನೆ ನಿಲ್ಲಿಸುವಂತೆ 8 ಸಾವಿರ ರೂ. ಬದಲು 9500 ರೂ. ಮುಂಗಡವಾಗಿ ನೀಡಲು ಸರ್ಕಾರ ಸಿದ್ಧವಿದೆ ಎಂದು ಆರೋಗ್ಯ ಸಚಿವ ದಿನೇಶ್ ಗುಂಡೂರಾವ್ ಹೇಳಿದ್ದಾರೆ. ಬೆಂಗಳೂರಿನ ಫ್ರೀಡಂ ಪಾರ್ಕ್‌ನಲ್ಲಿ ಆಶಾ ಕಾರ್ಯಕರ್ತೆಯರು ನಡೆಸುತ್ತಿರುವ ಪ್ರತಿಭಟನಾ ಸ್ಥಳಕ್ಕೆ ಭೇಟಿ ನೀಡಿ ಮಾತನಾಡಿದರು. ಪ್ರತಿಭಟನೆ ಕೈಬಿಡುವಂತೆ ಮನವಿ ಮಾಡಿದರು. <box>24 772 184 844</box>
story5-body <box>24 1294 202 1508</box>
stray-dogs-body: ರಾಯಚೂರು ನಗರದಲ್ಲಿ ಹೆಚ್ಚಾಗುತ್ತಿರುವ ಬೀದಿನಾಯಿಗಳ ಹಾವಳಿ ತಡೆಗೆ 50 ಲಕ್ಷ ರೂ. ನೀಡಲು ಸಭೆ ನಿರ್ಧಾರ ಕೈಗೊಂಡಿತು. ಪಾರಿಶಿವ ಈ ಪ್ರಸ್ತಾವನೆ ಸಭೆಗೆ ಮಂಡಿಸಿದರು. ನಗರದಲ್ಲಿ ಬೀದಿನಾಯಿಗಳ ಹಾವಳಿ ಹೆಚ್ಚಾಗಿದ್ದು ಜನರು ಭಯದಲ್ಲಿ ಓಡಾಡುವಂತಾಗಿದೆ. ಮಕ್ಕಳು ಹಾಗೂ ವೃದ್ಧರ ಮೇಲೆ ನಾಯಿಗಳು ದಾಳಿ ಮಾಡುತ್ತಿವೆ. ಕೂಡಲೇ ನಾಯಿಗಳನ್ನು ಹಿಡಿದು ಸ್ಥಳಾಂತರಿಸುವ ಕ್ರಮ ಕೈಗೊಳ್ಳಬೇಕು ಎಂದು ಸದಸ್ಯರು ಆಗ್ರಹಿಸಿದರು. ಶಿವರಾಜ, ನಾಗರಾಜ ಸೇರಿದಂತೆ ಹಲವು ಸದಸ್ಯರು ಚರ್ಚೆಯಲ್ಲಿ ಭಾಗವಹಿಸಿದರು. ಬೀದಿನಾಯಿಗಳ ಸಂತಾನಹರಣ ಚಿಕಿತ್ಸೆಗೂ ಒತ್ತು ನೀಡಲಾಗುವುದು ಎಂದು ಆಯುಕ್ತರು ತಿಳಿಸಿದರು. <box>556 692 728 796</box>
district-nav-row2[interactable]: •ರಾಯಚೂರು •ಕೊಪ್ಪಳ •ಯಾದಗಿರಿ •ಕಲಬುರಗಿ •ಬಳ್ಳಾರಿ •ವಿಜಯನಗರ •ಬೀದರ <box>362 89 653 101</box>
story4-col1 <box>368 602 550 666</box>
epaper-link[interactable]: ▸ https://epaper.suddimoola.in <box>198 90 350 101</box>
banner-text1: ASHA <box>206 656 241 669</box>
asha-protest-photo <box>22 648 356 766</box>
story4-headline-part2: ಭೋಸರಾಜು <box>515 561 621 590</box>
facebook-link[interactable]: ⓕ facebook.com/Suddi Moola <box>658 73 806 84</box>
person-figure <box>92 1198 142 1290</box>
story4-headline-part3: ಹೆಸರು ನಾಮಕರಣಕ್ಕೆ ನಿರ್ಧಾರ <box>620 561 883 590</box>
story3-col2 <box>192 772 356 1092</box>
district-nav <box>362 70 653 104</box>
market-body: ರಾಯಚೂರಿನ ಹೊಸಪೇಟೆ ಬಳಿ ಇರುವ ತರಕಾರಿ ಮಾರುಕಟ್ಟೆ ಸ್ಥಳಾಂತರ ಕುರಿತು ಚರ್ಚೆ ನಡೆಯಿತು. ಇಲ್ಲಿ ತರಕಾರಿ ಮಾರಾಟಗಾರರಿಗೆ ಸೂಕ್ತ ಸ್ಥಳಾವಕಾಶವಿಲ್ಲ. ಸಂಚಾರ ದಟ್ಟಣೆಯೂ ಹೆಚ್ಚಾಗುತ್ತಿದೆ. ಹೀಗಾಗಿ ಮಾರುಕಟ್ಟೆ ಸ್ಥಳಾಂತರಿಸುವ ಕುರಿತು ನಿರ್ಧಾರ ಕೈಗೊಳ್ಳುವ ಅಧಿಕಾರವನ್ನು ಅಧ್ಯಕ್ಷರಿಗೆ ನೀಡಲು ಸಭೆ ಒಪ್ಪಿಗೆ ಸೂಚಿಸಿತು. ಸದಸ್ಯ ಜಯಣ್ಣ ಮಾತನಾಡಿ, ತರಕಾರಿ ವ್ಯಾಪಾರಿಗಳ ಹಿತದೃಷ್ಟಿಯಿಂದ ಸೂಕ್ತ ಸ್ಥಳ ಗುರುತಿಸಬೇಕು ಎಂದರು. ಸಭೆಯಲ್ಲಿ ಉಪಾಧ್ಯಕ್ಷರು, ಪೌರಾಯುಕ್ತರು ಹಾಗೂ ಸದಸ್ಯರು ಉಪಸ್ಥಿತರಿದ್ದರು. <box>738 717 922 800</box>
section-rule-2 <box>18 1098 926 1099</box>
face <box>570 1252 610 1296</box>
story5-headline-line1: ಪತ್ರಕರ್ತ, ಚಲನಚಿತ್ರ ನಿರ್ಮಾಪಕ <box>24 1107 196 1125</box>
story7-body3: ಶಾಲೆ ಮತ್ತು ಕಾಲೇಜುಗಳ ಬಳಿ ಪ್ರವೇಶ ಮತ್ತು ನಿರ್ಗಮನ ಮಾರ್ಗಗಳಲ್ಲಿ ಸೂಕ್ತ ವ್ಯವಸ್ಥೆ ಇಲ್ಲದ ಕಾರಣ 10,000 ಮಕ್ಕಳು ಸಾವನ್ನಪ್ಪಿದ್ದಾರೆ. ಅಪಘಾತ ಸಂಭವಿಸಿದ 24 ಗಂಟೆಗಳೊಳಗೆ ಮಾಹಿತಿ ನೀಡಿದರೆ ಸರ್ಕಾರ ಚಿಕಿತ್ಸಾ ವೆಚ್ಚ ಭರಿಸಲಿದೆ ಎಂದು ಗಡ್ಕರಿ ಹೇಳಿದ್ದಾರೆ. <box>558 1342 724 1393</box>
pritish-nandy-photo <box>22 1158 200 1290</box>
registration-dots <box>20 44 64 52</box>
story5-text: ಪತ್ರಕರ್ತ, ಚಲನಚಿತ್ರ ನಿರ್ಮಾಪಕ ಮತ್ತು ರಾಜ್ಯಸಭೆಯ ಮಾಜಿ ಸದಸ್ಯ ಪ್ರಿತೀಶ್ ನಂದಿ ಬುಧವಾರ ನಿಧನರಾಗಿದ್ದಾರೆ. ಅವರಿಗೆ 73 ವರ್ಷ ವಯಸ್ಸಾಗಿತ್ತು. ಅವರ ಆಪ್ತ ಸ್ನೇಹಿತ, ನಟ ಅನುಪಮ್ ಖೇರ್, ನಂದಿ ನಿಧನದ ಸುದ್ದಿಯನ್ನು ಎಕ್ಸ್ ನಲ್ಲಿ ಹಂಚಿಕೊಂಡಿದ್ದಾರೆ. ನನ್ನ ಆಪ್ತ ಸ್ನೇಹಿತರಲ್ಲಿ ಒಬ್ಬರಾದ ಪ್ರಿತೀಶ್ ನಂದಿ ಅವರ ನಿಧನದ ವಿಷಯ ತಿಳಿದು ಬೇಸರವಾಯಿತು. ಅವರು ಅದ್ಭುತ ಕವಿ, ಬರಹಗಾರ, ಚಲನಚಿತ್ರ ನಿರ್ಮಾಪಕ ಮತ್ತು ಕೆಚ್ಚೆದೆಯ ಸಂಪಾದಕರಾಗಿದ್ದರು ಎಂದು ಬರೆದುಕೊಂಡಿದ್ದಾರೆ. ಮುಂಬೈನಲ್ಲಿ ನನ್ನ ಆರಂಭಿಕ ದಿನಗಳಲ್ಲಿ ಅವರು ನನಗೆ ಬೆಂಬಲ ಮತ್ತು ಶಕ್ತಿಯ ದೊಡ್ಡ ಮೂಲವಾಗಿದ್ದರು. ನಾವು ಬಹಳಷ್ಟು ವಿಷಯಗಳನ್ನು ಹಂಚಿಕೊಂಡಿದ್ದೇವೆ. ನಾನು ಕಂಡ ಅತ್ಯಂತ ನಿರ್ಭಯ ವ್ಯಕ್ತಿಗಳಲ್ಲಿ ಅವರೂ ಒಬ್ಬರು ಎಂದು ಖೇರ್ ಸ್ಮರಿಸಿದ್ದಾರೆ. <box>24 1294 203 1419</box>
story1-col3 <box>396 202 582 518</box>
attendees <box>822 243 922 333</box>
newspaper-logo[interactable]: ಸುದ್ದಿಮೂಲ <box>22 66 182 106</box>
cmyk-label: C M Y K <box>870 42 927 53</box>
story1-kicker: ಕೇಕ್ ತಯಾರಿಸಲು ಬಳಸುವ ಎಸೆನ್ಸ್ ಕುಡಿದು ಮೂವರು ಖೈದಿಗಳು ಸಾವು, ಓರ್ವ ತೀವ್ರ ಅಸ್ವಸ್ಥ <box>24 118 396 133</box>
story2-headline-line1: ಅಂಗನವಾಡಿ ಕಾರ್ಯಕರ್ತೆಯರ <box>596 126 803 150</box>
story1-body2: ಡಿಸೆಂಬರ್ 26 ರಂದು ನಮ್ಮ ಚಿಕ್ಕಪ್ಪನಿಗೆ ಮೂತ್ರಪಿಂಡ ವೈಫಲ್ಯ ಎಂದು ಆಸ್ಪತ್ರೆಗೆ ಸೇರಿಸಿದ್ದರು. ಆಸ್ಪತ್ರೆಯಲ್ಲಿ ನಾವು ನಮ್ಮ ಚಿಕ್ಕಪ್ಪನನ್ನು ನೋಡಿದೆ. ಪಕ್ಕದಲ್ಲಿ ಇರುವ ಮತ್ತೊಬ್ಬ ಖೈದಿ ಕೇಕ್ ತಯಾರಿಸುವ ಎಸೆನ್ಸ್ ಕುಡಿದಿದ್ದಾಗಿ ಹೇಳಿದರು. ನಂತರ ಅವರನ್ನು ಚಿಕಿತ್ಸೆಗೆ ದಾಖಲಿಸಿದ್ದರು. <box>24 311 204 352</box>
crowd <box>22 726 356 766</box>
prison-signboard <box>220 222 378 270</box>
story3-subhead: ಗೌರವಧನ ಹೆಚ್ಚಳ <box>24 902 70 911</box>
section-rule-1 <box>18 526 926 527</box>
story7-col2-side <box>626 1238 724 1342</box>
meeting-backdrop <box>592 198 926 248</box>
banner-text2: STRI <box>206 683 250 703</box>
